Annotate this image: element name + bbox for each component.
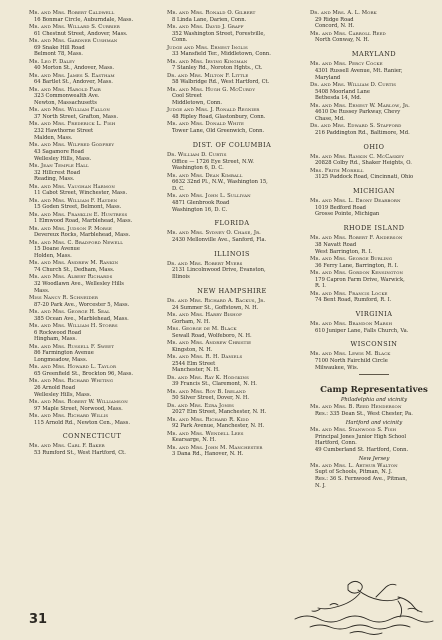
entry-address-line: 1 Elmwood Road, Marblehead, Mass. [34, 218, 133, 225]
entry-name: Mr. and Mrs. Ernest W. Marlow, Jr. [310, 102, 410, 109]
entry-address-line: 38 Navatt Road [315, 241, 357, 248]
entry-name: Mr. and Mrs. William H. Storrs [29, 322, 118, 329]
region-subheading: Philadelphia and vicinity [340, 397, 408, 404]
column-2 [167, 10, 297, 459]
entry-name: Mr. and Mrs. Robert F. Anderson [310, 235, 403, 242]
entry-address-line: R. I. [315, 283, 326, 290]
directory-entry [29, 309, 155, 322]
directory-entry [167, 326, 297, 339]
directory-entry [29, 212, 155, 225]
directory-entry [310, 291, 438, 304]
entry-address-line: Res.: 36 S. Fernwood Ave., Pitman, [315, 476, 408, 483]
entry-name: Mr. and Mrs. Richard Willis [29, 413, 109, 420]
entry-name: Dr. and Mrs. Robert Myers [167, 260, 243, 267]
entry-name: Mr. and Mrs. Andrew Christie [167, 339, 252, 346]
entry-address-line: 33 Mansfield Ter., Middletown, Conn. [172, 51, 271, 58]
entry-address-line: 8 Linda Lane, Darien, Conn. [172, 16, 247, 23]
entry-name: Mr. and Mrs. William Fallon [29, 107, 110, 114]
entry-address-line: Office — 1726 Eye Street, N.W. [172, 158, 254, 165]
entry-name: Mr. and Mrs. Irving Kingman [167, 58, 248, 65]
entry-name: Mr. and Mrs. Willard S. Currier [29, 24, 120, 30]
entry-address-line: 2131 Lincolnwood Drive, Evanston, [172, 267, 266, 274]
directory-entry [29, 73, 155, 86]
entry-name: Mr. and Mrs. Carroll Reed [310, 30, 386, 37]
entry-name: Mr. and Mrs. Lewis M. Black [310, 351, 391, 358]
entry-address-line: 232 Hawthorne Street [34, 128, 94, 135]
entry-address-line: 385 Ocean Ave., Marblehead, Mass. [34, 315, 129, 322]
entry-address-line: 74 Church St., Dedham, Mass. [34, 266, 115, 273]
entry-name: Mr. and Mrs. L. Arthur Walton [310, 462, 398, 469]
entry-name: Mr. and Mrs. Carl F. Baker [29, 443, 105, 450]
entry-address-line: D. C. [172, 185, 185, 192]
swimmer-sketch-icon [290, 557, 435, 637]
entry-address-line: Wellesley Hills, Mass. [34, 155, 92, 162]
entry-name: Mr. and Mrs. Albert Richards [29, 274, 113, 281]
entry-name: Mr. and Mrs. L. Ebony Dearborn [310, 198, 401, 205]
entry-address-line: 15 Goden Street, Belmont, Mass. [34, 204, 122, 211]
section-heading: Camp Representatives [320, 385, 428, 396]
entry-name: Mr. and Mrs. Franklin E. Huntress [29, 211, 128, 218]
entry-address-line: Maryland [315, 74, 341, 81]
entry-name: Mr. and Mrs. R. H. Daniels [167, 353, 243, 360]
directory-entry [167, 230, 297, 243]
entry-address-line: N. J. [315, 482, 326, 489]
entry-address-line: Kearsarge, N. H. [172, 437, 216, 444]
entry-address-line: Kingston, N. H. [172, 346, 213, 353]
entry-address-line: 65 Greenfield St., Brockton 96, Mass. [34, 371, 134, 378]
entry-name: Mr. and Mrs. Harry Bishop [167, 311, 242, 318]
directory-entry [310, 321, 438, 334]
entry-address-line: Middletown, Conn. [172, 100, 223, 107]
entry-name: Mr. and Mrs. James S. Eastham [29, 72, 115, 79]
entry-address-line: Wellesley Hills, Mass. [34, 391, 92, 398]
directory-entry [29, 260, 155, 273]
directory-entry [167, 298, 297, 311]
entry-address-line: 7 Stanley Rd., Noroton Hghts., Ct. [172, 65, 263, 72]
directory-entry [29, 142, 155, 162]
entry-address-line: 32 Woodlawn Ave., Wellesley Hills [34, 280, 124, 287]
entry-address-line: Tower Lane, Old Greenwich, Conn. [172, 128, 265, 135]
entry-name: Mrs. Frith Morrill [310, 167, 364, 174]
section-divider [359, 374, 389, 375]
directory-entry [310, 10, 438, 30]
entry-name: Mr. and Mrs. George Burling [310, 255, 393, 262]
directory-entry [167, 375, 297, 388]
directory-entry [29, 24, 155, 37]
entry-address-line: 36 Ferry Lane, Barrington, R. I. [315, 262, 399, 269]
entry-name: Mr. and Mrs. William F. Hayden [29, 197, 118, 204]
entry-name: Mr. and Mrs. Andrew M. Rankin [29, 260, 119, 267]
directory-entry [29, 240, 155, 260]
directory-entry [29, 443, 155, 456]
entry-address-line: 32 Hillcrest Road [34, 169, 81, 176]
state-heading-wisconsin: WISCONSIN [350, 340, 398, 349]
entry-address-line: 4871 Glenbrook Road [172, 199, 230, 206]
entry-name: Mr. Jean Temple Hall [29, 162, 89, 169]
directory-entry [167, 87, 297, 107]
entry-name: Mr. and Mrs. Hugh G. McCurdy [167, 86, 256, 93]
column-3 [310, 10, 438, 490]
entry-name: Mr. and Mrs. George H. Seal [29, 308, 110, 315]
entry-name: Dr. and Mrs. A. L. Mork [310, 10, 377, 16]
entry-name: Mr. and Mrs. Gardner Cushman [29, 38, 118, 44]
directory-entry [167, 107, 297, 120]
entry-address-line: Gorham, N. H. [172, 318, 211, 325]
directory-entry [29, 399, 155, 412]
entry-address-line: North Conway, N. H. [315, 37, 370, 44]
directory-entry [167, 59, 297, 72]
entry-name: Mr. and Mrs. B. Reed Henderson [310, 404, 402, 411]
entry-address-line: 39 Francis St., Claremont, N. H. [172, 381, 257, 388]
entry-address-line: 37 North Street, Grafton, Mass. [34, 114, 118, 121]
entry-name: Dr. and Mrs. Richard A. Backus, Jr. [167, 297, 266, 304]
entry-name: Mr. and Mrs. Gordon Kensington [310, 269, 404, 276]
entry-name: Mr. and Mrs. C. Bradford Newell [29, 239, 124, 246]
entry-address-line: 61 Chestnut Street, Andover, Mass. [34, 30, 128, 37]
entry-address-line: 74 Bent Road, Rumford, R. I. [315, 297, 392, 304]
directory-entry [29, 38, 155, 58]
page-number: 31 [29, 612, 48, 627]
entry-name: Mr. and Mrs. Wendell Lees [167, 430, 244, 437]
directory-entry [310, 256, 438, 269]
directory-entry [310, 351, 438, 371]
entry-address-line: 5408 Moorland Lane [315, 88, 370, 95]
entry-name: Mr. and Mrs. Vaughan Harmon [29, 183, 115, 190]
entry-name: Mr. and Mrs. Robert Caldwell [29, 10, 115, 16]
state-heading-rhode-island: RHODE ISLAND [343, 224, 405, 233]
entry-name: Dr. and Mrs. Ray K. Hodgkins [167, 374, 249, 381]
entry-address-line: Chase, Md. [315, 115, 345, 122]
directory-entry [167, 312, 297, 325]
directory-entry [29, 198, 155, 211]
entry-address-line: 50 Silver Street, Dover, N. H. [172, 395, 250, 402]
entry-address-line: 24 Summer St., Goffstown, N. H. [172, 304, 259, 311]
entry-name: Mr. and Mrs. David J. Graff [167, 24, 244, 30]
directory-entry [167, 152, 297, 172]
entry-name: Mr. and Mrs. Roy B. Ireland [167, 388, 246, 395]
state-heading-florida: FLORIDA [214, 219, 250, 228]
directory-entry [167, 24, 297, 44]
entry-name: Mr. and Mrs. Russell F. Sweet [29, 343, 114, 350]
entry-address-line: Res.: 335 Dean St., West Chester, Pa. [315, 411, 413, 418]
entry-name: Mr. and Mrs. John M. Manchester [167, 444, 263, 451]
entry-name: Mr. and Mrs. Judson P. Morse [29, 225, 112, 232]
entry-address-line: 43 Sagamore Road [34, 148, 84, 155]
entry-address-line: 115 Arnold Rd., Newton Cen., Mass. [34, 419, 130, 426]
entry-address-line: 40 Morton St., Andover, Mass. [34, 65, 115, 72]
entry-name: Judge and Mrs. Ernest Inglis [167, 44, 248, 51]
entry-address-line: 97 Maple Street, Norwood, Mass. [34, 405, 123, 412]
entry-name: Mr. and Mrs. Francis Locke [310, 290, 388, 297]
entry-address-line: 26 Arnold Road [34, 385, 76, 392]
entry-address-line: Reading, Mass. [34, 176, 75, 183]
directory-entry [167, 193, 297, 213]
entry-name: Miss Nancy R. Schneider [29, 294, 98, 301]
entry-address-line: 92 Park Avenue, Manchester, N. H. [172, 423, 265, 430]
entry-address-line: 3125 Paddock Road, Cincinnati, Ohio [315, 174, 414, 181]
entry-name: Mr. and Mrs. Howard L. Taylor [29, 364, 117, 371]
directory-entry [310, 103, 438, 123]
entry-address-line: Supt of Schools, Pitman, N. J. [315, 469, 393, 476]
entry-address-line: Manchester, N. H. [172, 367, 220, 374]
entry-address-line: Washington 6, D. C. [172, 165, 224, 172]
directory-entry [29, 121, 155, 141]
state-heading-michigan: MICHIGAN [352, 187, 395, 196]
entry-address-line: Hartford, Conn. [315, 440, 357, 447]
entry-address-line: Milwaukee, Wis. [315, 364, 359, 371]
entry-address-line: 2430 Mellonville Ave., Sanford, Fla. [172, 237, 267, 244]
directory-entry [29, 107, 155, 120]
entry-name: Mr. and Mrs. Wilfred Godfrey [29, 142, 115, 149]
entry-address-line: 1019 Bedford Road [315, 204, 366, 211]
directory-entry [310, 168, 438, 181]
entry-address-line: Concord, N. H. [315, 23, 355, 30]
entry-address-line: Cool Street [172, 93, 202, 100]
directory-entry [29, 323, 155, 343]
directory-entry [310, 154, 438, 167]
directory-entry [167, 121, 297, 134]
entry-name: Mr. and Mrs. Richard Whiting [29, 378, 114, 385]
directory-entry [29, 87, 155, 107]
entry-address-line: 352 Washington Street, Forestville, [172, 30, 266, 37]
entry-address-line: 4301 Russell Avenue, Mt. Ranier, [315, 67, 403, 74]
directory-entry [310, 235, 438, 255]
entry-address-line: 323 Commonwealth Ave. [34, 93, 100, 100]
entry-address-line: 16 Bonmar Circle, Auburndale, Mass. [34, 16, 134, 23]
entry-address-line: 610 Juniper Lane, Falls Church, Va. [315, 327, 409, 334]
directory-entry [29, 364, 155, 377]
entry-address-line: 49 Cumberland St. Hartford, Conn. [315, 446, 409, 453]
entry-address-line: 7100 North Fairchild Circle [315, 358, 388, 365]
entry-name: Judge and Mrs. J. Ronald Regnier [167, 107, 260, 114]
entry-name: Mr. and Mrs. Percy Cocke [310, 61, 383, 68]
entry-address-line: Devereux Rocks, Marblehead, Mass. [34, 232, 131, 239]
column-1 [29, 10, 155, 457]
entry-name: Mr. and Mrs. Stanwood S. Fish [310, 426, 397, 433]
entry-address-line: 64 Bartlet St., Andover, Mass. [34, 79, 113, 86]
directory-entry [167, 417, 297, 430]
entry-name: Dr. and Mrs. Milton F. Little [167, 72, 249, 79]
directory-entry [310, 198, 438, 218]
entry-address-line: 53 Rumford St., West Hartford, Ct. [34, 450, 126, 457]
directory-entry [167, 261, 297, 281]
entry-name: Dr. and Mrs. William D. Curtis [310, 81, 397, 88]
entry-address-line: 216 Paddington Rd., Baltimore, Md. [315, 129, 410, 136]
directory-entry [167, 340, 297, 353]
state-heading-connecticut: CONNECTICUT [62, 432, 122, 441]
directory-entry [167, 45, 297, 58]
entry-address-line: Principal Jones Junior High School [315, 433, 407, 440]
entry-address-line: Bethesda 14, Md. [315, 95, 362, 102]
entry-address-line: 20828 Colby Rd., Shaker Heights, O. [315, 160, 412, 167]
directory-entry [29, 226, 155, 239]
entry-address-line: 29 Ridge Road [315, 16, 354, 23]
directory-entry [29, 413, 155, 426]
directory-entry [167, 354, 297, 374]
entry-name: Mr. and Mrs. Brandon Marsh [310, 320, 393, 327]
state-heading-maryland: MARYLAND [351, 50, 397, 59]
entry-address-line: 179 Capron Farm Drive, Warwick, [315, 276, 405, 283]
entry-name: Mr. and Mrs. Rankin C. McCaskey [310, 153, 404, 160]
directory-entry [310, 404, 438, 417]
entry-address-line: Conn. [172, 37, 188, 44]
directory-entry [29, 344, 155, 364]
entry-address-line: 87-20 Park Ave., Worcester 5, Mass. [34, 301, 130, 308]
entry-address-line: Malden, Mass. [34, 134, 73, 141]
directory-entry [310, 61, 438, 81]
directory-entry [29, 184, 155, 197]
entry-address-line: 2544 Elm Street [172, 360, 216, 367]
directory-entry [167, 403, 297, 416]
directory-entry [310, 463, 438, 490]
entry-address-line: 69 Snake Hill Road [34, 44, 85, 51]
entry-address-line: 6 Rockwood Road [34, 329, 82, 336]
directory-entry [29, 274, 155, 294]
directory-entry [310, 123, 438, 136]
entry-name: Mr. and Mrs. Sydney O. Chase, Jr. [167, 230, 261, 237]
directory-entry [167, 73, 297, 86]
state-heading-illinois: ILLINOIS [214, 249, 250, 258]
entry-address-line: 15 Doane Avenue [34, 246, 80, 253]
directory-entry [167, 10, 297, 23]
entry-address-line: 11 Cabot Street, Winchester, Mass. [34, 190, 128, 197]
directory-entry [167, 445, 297, 458]
entry-address-line: 6632 32nd Pl., N.W., Washington 15, [172, 179, 268, 186]
entry-address-line: 3 Dana Rd., Hanover, N. H. [172, 451, 244, 458]
entry-name: Mr. Leo F. Daley [29, 58, 75, 65]
directory-entry [167, 389, 297, 402]
directory-entry [310, 82, 438, 102]
entry-address-line: Grosse Pointe, Michigan [315, 211, 380, 218]
directory-entry [167, 431, 297, 444]
entry-address-line: Hingham, Mass. [34, 336, 77, 343]
entry-name: Mr. and Mrs. Robert W. Williamson [29, 399, 128, 406]
entry-name: Mr. and Mrs. Harold Fair [29, 86, 101, 93]
entry-name: Mr. and Mrs. Frederick L. Fish [29, 121, 116, 128]
entry-address-line: Holden, Mass. [34, 252, 72, 259]
directory-entry [29, 295, 155, 308]
entry-name: Dr. William D. Curtis [167, 151, 227, 158]
region-subheading: New Jersey [358, 455, 390, 462]
entry-address-line: 4610 De Russey Parkway, Chevy [315, 109, 401, 116]
entry-address-line: West Barrington, R. I. [315, 248, 373, 255]
entry-address-line: Illinois [172, 274, 190, 281]
entry-address-line: Washington 16, D. C. [172, 206, 228, 213]
state-heading-virginia: VIRGINIA [355, 309, 393, 318]
region-subheading: Hartford and vicinity [345, 419, 403, 426]
entry-address-line: Newton, Massachusetts [34, 100, 97, 107]
entry-address-line: Longmeadow, Mass. [34, 357, 88, 364]
entry-address-line: Belmont 78, Mass. [34, 51, 83, 58]
entry-address-line: Sewall Road, Wolfeboro, N. H. [172, 332, 252, 339]
entry-address-line: 58 Walbridge Rd., West Hartford, Ct. [172, 79, 270, 86]
directory-entry [29, 378, 155, 398]
state-heading-ohio: OHIO [363, 142, 385, 151]
directory-entry [29, 10, 155, 23]
state-heading-new-hampshire: NEW HAMPSHIRE [197, 286, 267, 295]
entry-name: Mr. and Mrs. John L. Sullivan [167, 193, 251, 200]
entry-name: Mr. and Mrs. Dean Kimball [167, 172, 243, 179]
directory-entry [167, 173, 297, 193]
entry-name: Mr. and Mrs. Donald White [167, 121, 245, 128]
entry-address-line: 48 Ripley Road, Glastonbury, Conn. [172, 114, 266, 121]
entry-name: Dr. and Mrs. Ezra Jones [167, 402, 235, 409]
entry-name: Dr. and Mrs. Edward S. Stafford [310, 123, 402, 130]
entry-name: Mr. and Mrs. Ronald O. Gilbert [167, 10, 256, 16]
directory-entry [29, 59, 155, 72]
entry-address-line: 86 Farmington Avenue [34, 350, 94, 357]
entry-address-line: 2027 Elm Street, Manchester, N. H. [172, 409, 267, 416]
entry-name: Mrs. George de M. Black [167, 325, 237, 332]
directory-entry [310, 31, 438, 44]
state-heading-dist-of-columbia: DIST. OF COLUMBIA [192, 140, 272, 149]
directory-entry [29, 163, 155, 183]
directory-entry [310, 427, 438, 454]
entry-address-line: Mass. [34, 287, 50, 294]
entry-name: Mr. and Mrs. Richard R. Kidd [167, 416, 249, 423]
directory-entry [310, 270, 438, 290]
